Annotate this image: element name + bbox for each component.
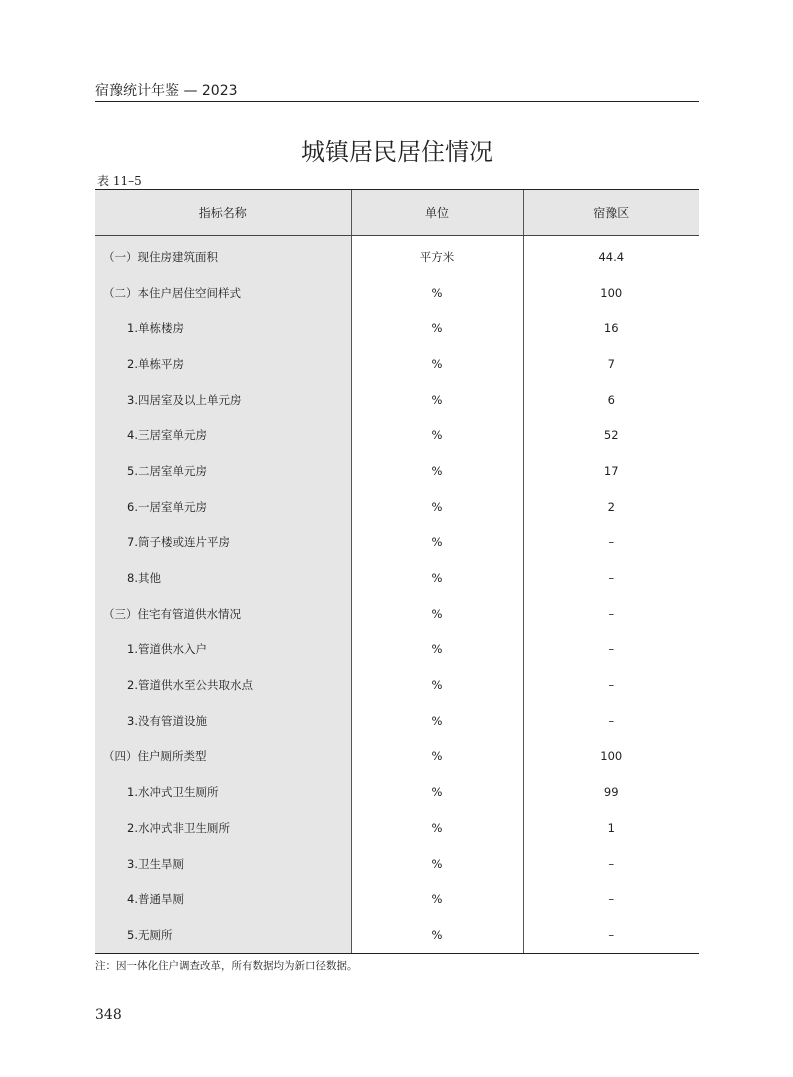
unit-cell: % <box>351 596 523 632</box>
indicator-name-cell: （一）现住房建筑面积 <box>95 236 351 275</box>
indicator-name-cell: 1.管道供水入户 <box>95 632 351 668</box>
unit-cell: % <box>351 417 523 453</box>
table-row <box>95 310 699 346</box>
unit-cell: % <box>351 846 523 882</box>
indicator-name-cell: （三）住宅有管道供水情况 <box>95 596 351 632</box>
value-cell: 100 <box>523 739 699 775</box>
table-row <box>95 275 699 311</box>
indicator-name-cell: 3.四居室及以上单元房 <box>95 382 351 418</box>
unit-cell: % <box>351 560 523 596</box>
value-cell: – <box>523 846 699 882</box>
unit-cell: % <box>351 346 523 382</box>
table-row <box>95 667 699 703</box>
indicator-name-cell: 1.水冲式卫生厕所 <box>95 774 351 810</box>
data-table <box>95 189 699 954</box>
page-number: 348 <box>95 1007 122 1023</box>
table-row <box>95 596 699 632</box>
value-cell: – <box>523 560 699 596</box>
indicator-name-cell: 5.二居室单元房 <box>95 453 351 489</box>
table-row <box>95 525 699 561</box>
unit-cell: % <box>351 917 523 953</box>
column-header-unit: 单位 <box>351 190 523 236</box>
table-row <box>95 703 699 739</box>
unit-cell: % <box>351 667 523 703</box>
unit-cell: % <box>351 881 523 917</box>
indicator-name-cell: 5.无厕所 <box>95 917 351 953</box>
value-cell: 1 <box>523 810 699 846</box>
unit-cell: % <box>351 525 523 561</box>
indicator-name-cell: 4.三居室单元房 <box>95 417 351 453</box>
running-head: 宿豫统计年鉴 — 2023 <box>95 83 238 99</box>
value-cell: – <box>523 632 699 668</box>
table-row <box>95 881 699 917</box>
column-header-district: 宿豫区 <box>523 190 699 236</box>
value-cell: 17 <box>523 453 699 489</box>
unit-cell: % <box>351 703 523 739</box>
indicator-name-cell: 4.普通旱厕 <box>95 881 351 917</box>
value-cell: 7 <box>523 346 699 382</box>
table-row <box>95 739 699 775</box>
value-cell: 44.4 <box>523 236 699 275</box>
table-row <box>95 417 699 453</box>
table-row <box>95 560 699 596</box>
unit-cell: % <box>351 774 523 810</box>
value-cell: 2 <box>523 489 699 525</box>
table-row <box>95 917 699 953</box>
table-row <box>95 382 699 418</box>
value-cell: 16 <box>523 310 699 346</box>
table-number: 表 11–5 <box>97 174 142 188</box>
column-header-indicator: 指标名称 <box>95 190 351 236</box>
table-row <box>95 846 699 882</box>
table-body <box>95 236 699 954</box>
table-row <box>95 632 699 668</box>
unit-cell: 平方米 <box>351 236 523 275</box>
unit-cell: % <box>351 310 523 346</box>
unit-cell: % <box>351 810 523 846</box>
indicator-name-cell: 1.单栋楼房 <box>95 310 351 346</box>
value-cell: – <box>523 667 699 703</box>
table-row <box>95 236 699 275</box>
table-row <box>95 810 699 846</box>
value-cell: – <box>523 917 699 953</box>
value-cell: – <box>523 881 699 917</box>
unit-cell: % <box>351 275 523 311</box>
table-header-row <box>95 190 699 236</box>
indicator-name-cell: （二）本住户居住空间样式 <box>95 275 351 311</box>
value-cell: – <box>523 596 699 632</box>
indicator-name-cell: 3.没有管道设施 <box>95 703 351 739</box>
value-cell: – <box>523 703 699 739</box>
value-cell: 52 <box>523 417 699 453</box>
indicator-name-cell: 2.单栋平房 <box>95 346 351 382</box>
indicator-name-cell: （四）住户厕所类型 <box>95 739 351 775</box>
header-rule <box>95 101 699 102</box>
unit-cell: % <box>351 739 523 775</box>
unit-cell: % <box>351 632 523 668</box>
indicator-name-cell: 2.水冲式非卫生厕所 <box>95 810 351 846</box>
table-row <box>95 453 699 489</box>
indicator-name-cell: 7.筒子楼或连片平房 <box>95 525 351 561</box>
footnote: 注：因一体化住户调查改革，所有数据均为新口径数据。 <box>95 960 358 972</box>
table-row <box>95 346 699 382</box>
value-cell: 6 <box>523 382 699 418</box>
page-title: 城镇居民居住情况 <box>301 138 493 166</box>
value-cell: – <box>523 525 699 561</box>
indicator-name-cell: 8.其他 <box>95 560 351 596</box>
unit-cell: % <box>351 382 523 418</box>
table-row <box>95 489 699 525</box>
table-row <box>95 774 699 810</box>
value-cell: 99 <box>523 774 699 810</box>
unit-cell: % <box>351 453 523 489</box>
unit-cell: % <box>351 489 523 525</box>
indicator-name-cell: 2.管道供水至公共取水点 <box>95 667 351 703</box>
value-cell: 100 <box>523 275 699 311</box>
indicator-name-cell: 6.一居室单元房 <box>95 489 351 525</box>
indicator-name-cell: 3.卫生旱厕 <box>95 846 351 882</box>
